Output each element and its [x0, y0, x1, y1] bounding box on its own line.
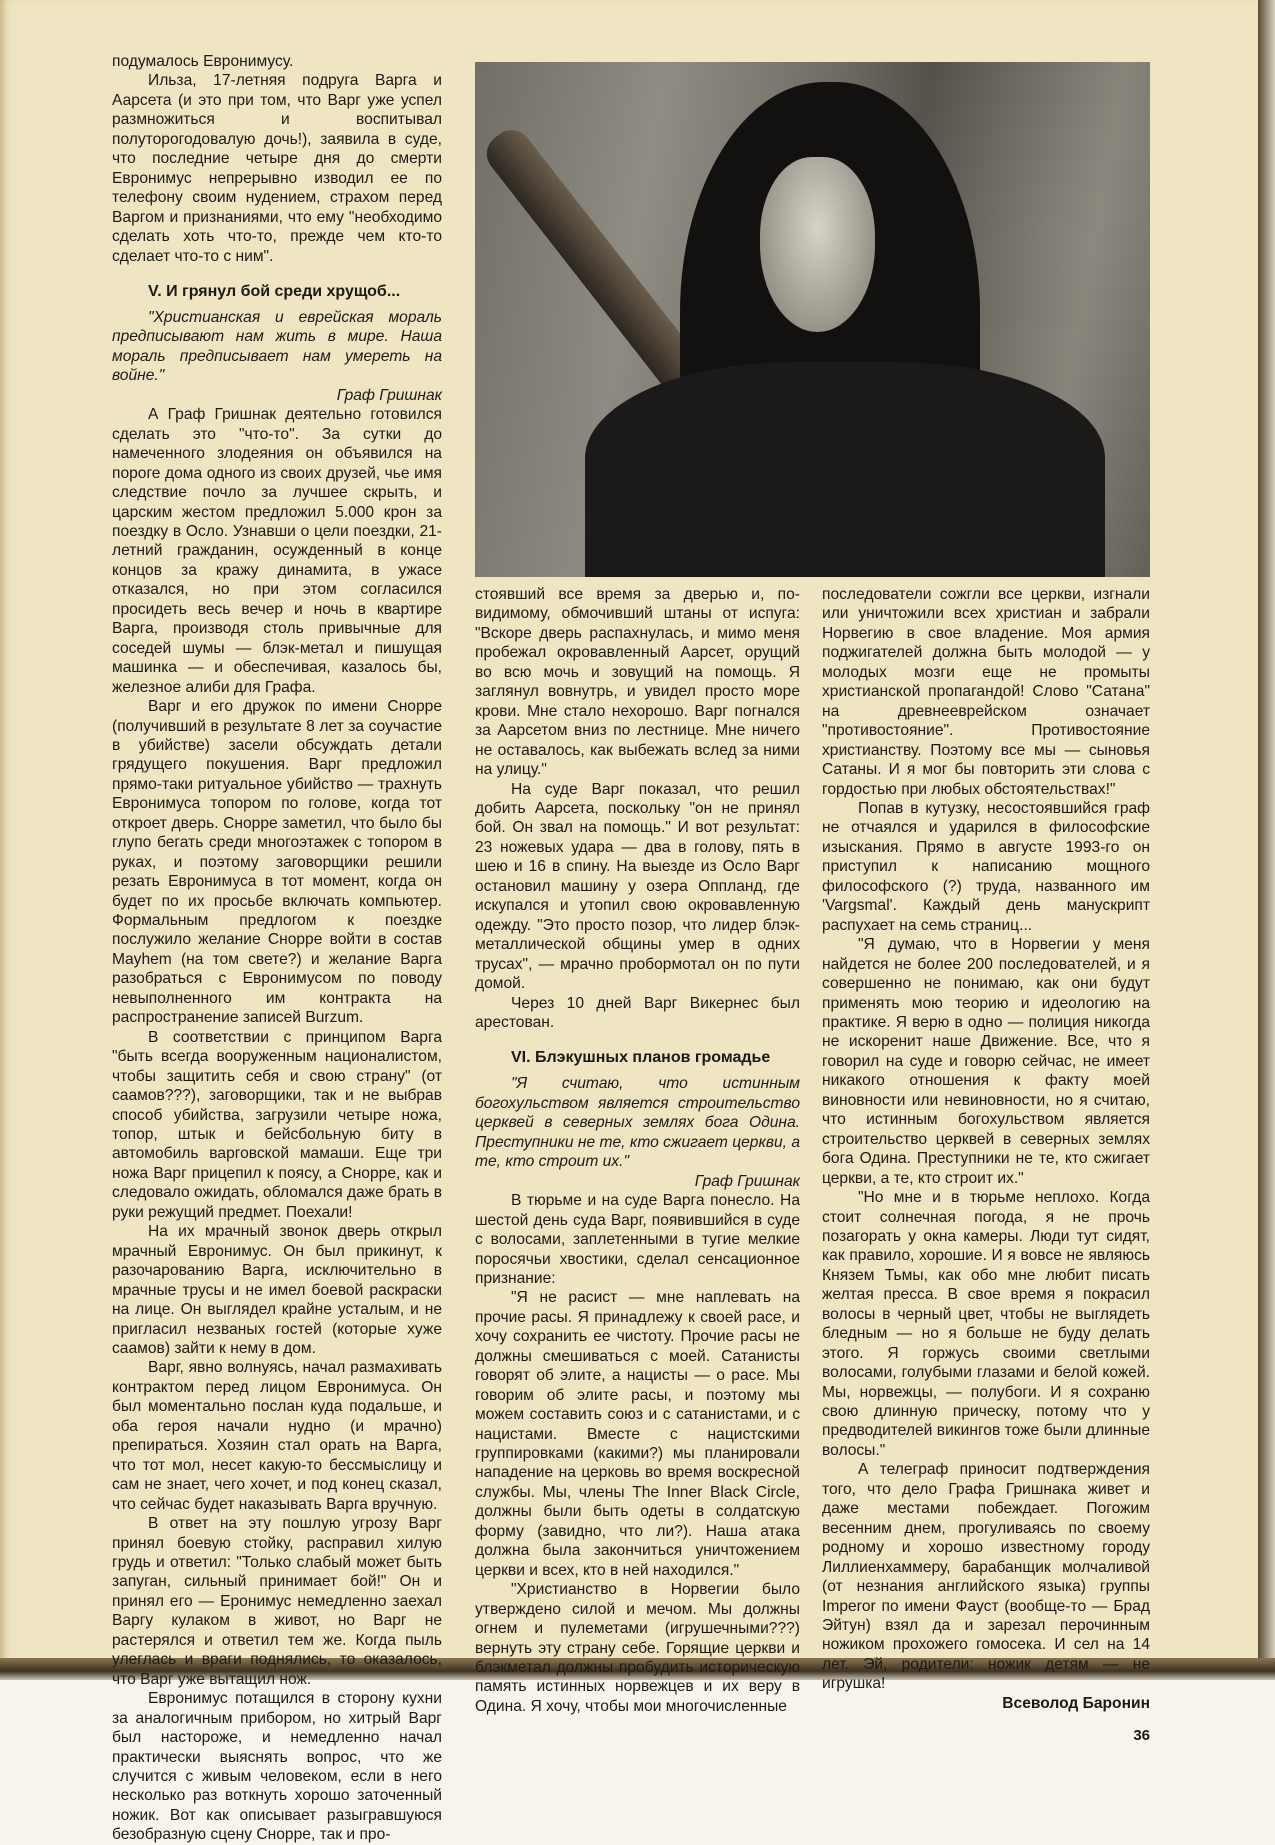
paragraph: В ответ на эту пошлую угрозу Варг принял боевую стойку, расправил хилую грудь и ответил: "Только слабый может быть запуган, сильный принимает бой!" Он и принял его — Еронимус немедленно заехал Варгу кулаком в живот, но Варг не растерялся и ответил тем же. Когда пыль улеглась и враги поднялись, то оказалось, что Варг уже вытащил нож.	[112, 1515, 442, 1688]
paragraph: Евронимус потащился в сторону кухни за аналогичным прибором, но хитрый Варг был настороже, и немедленно начал практически выяснять вопрос, что же случится с живым человеком, если в него несколько раз воткнуть хорошо заточенный ножик. Вот как описывает разыгравшуюся безобразную сцену Снорре, так и про-	[112, 1690, 442, 1844]
paragraph: "Христианство в Норвегии было утверждено силой и мечом. Мы должны огнем и пулеметами (игрушечными???) вернуть эту страну себе. Горящие церкви и блэкметал должны пробудить историческую память истинных норвежцев и их веру в Одина. Я хочу, чтобы мои многочисленные	[475, 1581, 800, 1715]
paragraph: "Я думаю, что в Норвегии у меня найдется не более 200 последователей, и я совершенно не понимаю, как они будут применять мою теорию и идеологию на практике. Я верю в одно — полиция никогда не искоренит наше Движение. Все, что я говорил на суде и говорю сейчас, не имеет никакого отношения к факту моей виновности или невиновности, но я считаю, что истинным богохульством является строительство церквей в северных землях бога Одина. Преступники не те, кто сжигает церкви, а те, кто строит их."	[822, 936, 1150, 1187]
article-column-2	[475, 585, 800, 1716]
paragraph: Через 10 дней Варг Викернес был арестован.	[475, 994, 800, 1031]
paragraph: На суде Варг показал, что решил добить Аарсета, поскольку "он не принял бой. Он звал на помощь." И вот результат: 23 ножевых удара — два в голову, пять в шею и 16 в спину. На выезде из Осло Варг остановил машину у озера Оппланд, где искупался и утопил свою окровавленную одежду. "Это просто позор, что лидер блэк-металлической общины умер в одних трусах", — мрачно пробормотал он по пути домой.	[475, 780, 800, 993]
author-signature: Всеволод Баронин	[1002, 1694, 1150, 1712]
photo-person-body	[585, 362, 1105, 577]
article-column-3	[822, 585, 1150, 1745]
paragraph: "Я не расист — мне наплевать на прочие расы. Я принадлежу к своей расе, и хочу сохранить ее чистоту. Прочие расы не должны смешиваться с моей. Сатанисты говорят об элите, а нацисты — о расе. Мы говорим об элите расы, и поэтому мы можем составить союз и с сатанистами, и с нацистами. Вместе с нацистскими группировками (какими?) мы планировали нападение на церковь во время воскресной службы. Мы, члены The Inner Black Circle, должны были быть одеты в солдатскую форму (завидно, что ли?). Наша атака должна была закончиться уничтожением церкви и всех, кто в ней находился."	[475, 1289, 800, 1579]
section-heading: VI. Блэкушных планов громадье	[511, 1049, 771, 1067]
epigraph-author: Граф Гришнак	[336, 386, 442, 404]
paragraph: В соответствии с принципом Варга "быть всегда вооруженным националистом, чтобы защитить себя и свою страну" (от саамов???), заговорщики, так и не выбрав способ убийства, загрузили четыре ножа, топор, штык и бейсбольную биту в автомобиль варговской мамаши. Еще три ножа Варг прицепил к поясу, а Снорре, как и следовало ожидать, обломался даже брать в руки режущий предмет. Поехали!	[112, 1028, 442, 1221]
epigraph-quote: "Христианская и еврейская мораль предписывают нам жить в мире. Наша мораль предписывает нам умереть на войне."	[112, 308, 442, 385]
paragraph: Попав в кутузку, несостоявшийся граф не отчаялся и ударился в философские изыскания. Прямо в августе 1993-го он приступил к написанию мощного философского (?) труда, названного им 'Vargsmal'. Каждый день манускрипт распухает на семь страниц...	[822, 799, 1150, 934]
paragraph: А телеграф приносит подтверждения того, что дело Графа Гришнака живет и даже местами побеждает. Погожим весенним днем, прогуливаясь по своему родному и хорошо известному городу Лиллиенхаммеру, барабанщик молчаливой (от незнания английского языка) группы Imperor по имени Фауст (вообще-то — Брад Эйтун) взял да и зарезал перочинным ножиком прохожего гомосека. И сел на 14 лет. Эй, родители: ножик детям — не игрушка!	[822, 1461, 1150, 1693]
paragraph: Варг и его дружок по имени Снорре (получивший в результате 8 лет за соучастие в убийстве) засели обсуждать детали грядущего покушения. Варг предложил прямо-таки ритуальное убийство — трахнуть Евронимуса топором по голове, когда тот откроет дверь. Снорре заметил, что было бы глупо бегать среди многоэтажек с топором в руках, и поэтому заговорщики решили резать Евронимуса в тот момент, когда он будет по их просьбе включать компьютер. Формальным предлогом к поездке послужило желание Снорре войти в состав Mayhem (на том свете?) и желание Варга разобраться с Евронимусом по поводу невыполненного им контракта на распространение записей Burzum.	[112, 698, 442, 1027]
paragraph: В тюрьме и на суде Варга понесло. На шестой день суда Варг, появившийся в суде с волосами, заплетенными в тугие мелкие поросячьи хвостики, сделал сенсационное признание:	[475, 1192, 800, 1287]
page-number: 36	[1133, 1727, 1150, 1745]
photo-person-face	[760, 157, 875, 332]
epigraph-quote: "Я считаю, что истинным богохульством является строительство церквей в северных землях бога Одина. Преступники не те, кто сжигает церкви, а те, кто строит их."	[475, 1075, 800, 1171]
paragraph: стоявший все время за дверью и, по-видимому, обмочивший штаны от испуга: "Вскоре дверь распахнулась, и мимо меня пробежал окровавленный Аарсет, орущий во всю мочь и зовущий на помощь. Я заглянул вовнутрь, и увидел просто море крови. Мне стало нехорошо. Варг погнался за Аарсетом вниз по лестнице. Мне ничего не оставалось, как выбежать вслед за ними на улицу."	[475, 586, 800, 779]
paragraph: Варг, явно волнуясь, начал размахивать контрактом перед лицом Евронимуса. Он был моментально послан куда подальше, и оба героя начали нудно (и мрачно) препираться. Хозяин стал орать на Варга, что тот мол, несет какую-то бессмыслицу и сам не знает, чего хочет, и под конец сказал, что сейчас будет наказывать Варга вручную.	[112, 1359, 442, 1513]
article-column-1	[112, 52, 442, 1845]
section-heading: V. И грянул бой среди хрущоб...	[148, 282, 401, 300]
page-edge-right	[1258, 0, 1275, 1680]
epigraph-author: Граф Гришнак	[694, 1172, 800, 1190]
article-photo	[475, 62, 1150, 577]
paragraph: подумалось Евронимусу.	[112, 53, 294, 70]
paragraph: "Но мне и в тюрьме неплохо. Когда стоит солнечная погода, я не прочь позагорать у окна камеры. Люди тут сидят, как правило, хорошие. И я вовсе не являюсь Князем Тьмы, как обо мне любит писать желтая пресса. В свое время я покрасил волосы в черный цвет, чтобы не выглядеть бледным — но я больше не буду делать этого. Я горжусь своими светлыми волосами, голубыми глазами и белой кожей. Мы, норвежцы, — полубоги. И я сохраню свою длинную прическу, потому что у предводителей викингов тоже были длинные волосы."	[822, 1189, 1150, 1459]
paragraph: Ильза, 17-летняя подруга Варга и Аарсета (и это при том, что Варг уже успел размножиться и воспитывал полуторогодовалую дочь!), заявила в суде, что последние четыре дня до смерти Евронимус непрерывно изводил ее по телефону своим нудением, страхом перед Варгом и признаниями, что ему "необходимо сделать хоть что-то, прежде чем кто-то сделает что-то с ним".	[112, 72, 442, 265]
paragraph: На их мрачный звонок дверь открыл мрачный Евронимус. Он был прикинут, к разочарованию Варга, исключительно в мрачные трусы и не имел боевой раскраски на лице. Он выглядел крайне усталым, и не пригласил незваных гостей (которые хуже саамов) зайти к нему в дом.	[112, 1223, 442, 1357]
paragraph: последователи сожгли все церкви, изгнали или уничтожили всех христиан и забрали Норвегию в свое владение. Моя армия поджигателей должна быть молодой — у молодых мозги еще не промыты христианской пропагандой! Слово "Сатана" на древнееврейском означает "противостояние". Противостояние христианству. Поэтому все мы — сыновья Сатаны. И я мог бы повторить эти слова с гордостью при любых обстоятельствах!"	[822, 586, 1150, 798]
paragraph: А Граф Гришнак деятельно готовился сделать это "что-то". За сутки до намеченного злодеяния он объявился на пороге дома одного из своих друзей, чье имя следствие почло за лучшее скрыть, и царским жестом предложил 5.000 крон за поездку в Осло. Узнавши о цели поездки, 21-летний гражданин, осужденный в конце концов за кражу динамита, в ужасе отказался, но при этом согласился просидеть весь вечер и ночь в квартире Варга, производя столь привычные для соседей шумы — блэк-метал и пишущая машинка — и обеспечивая, казалось бы, железное алиби для Графа.	[112, 406, 442, 696]
